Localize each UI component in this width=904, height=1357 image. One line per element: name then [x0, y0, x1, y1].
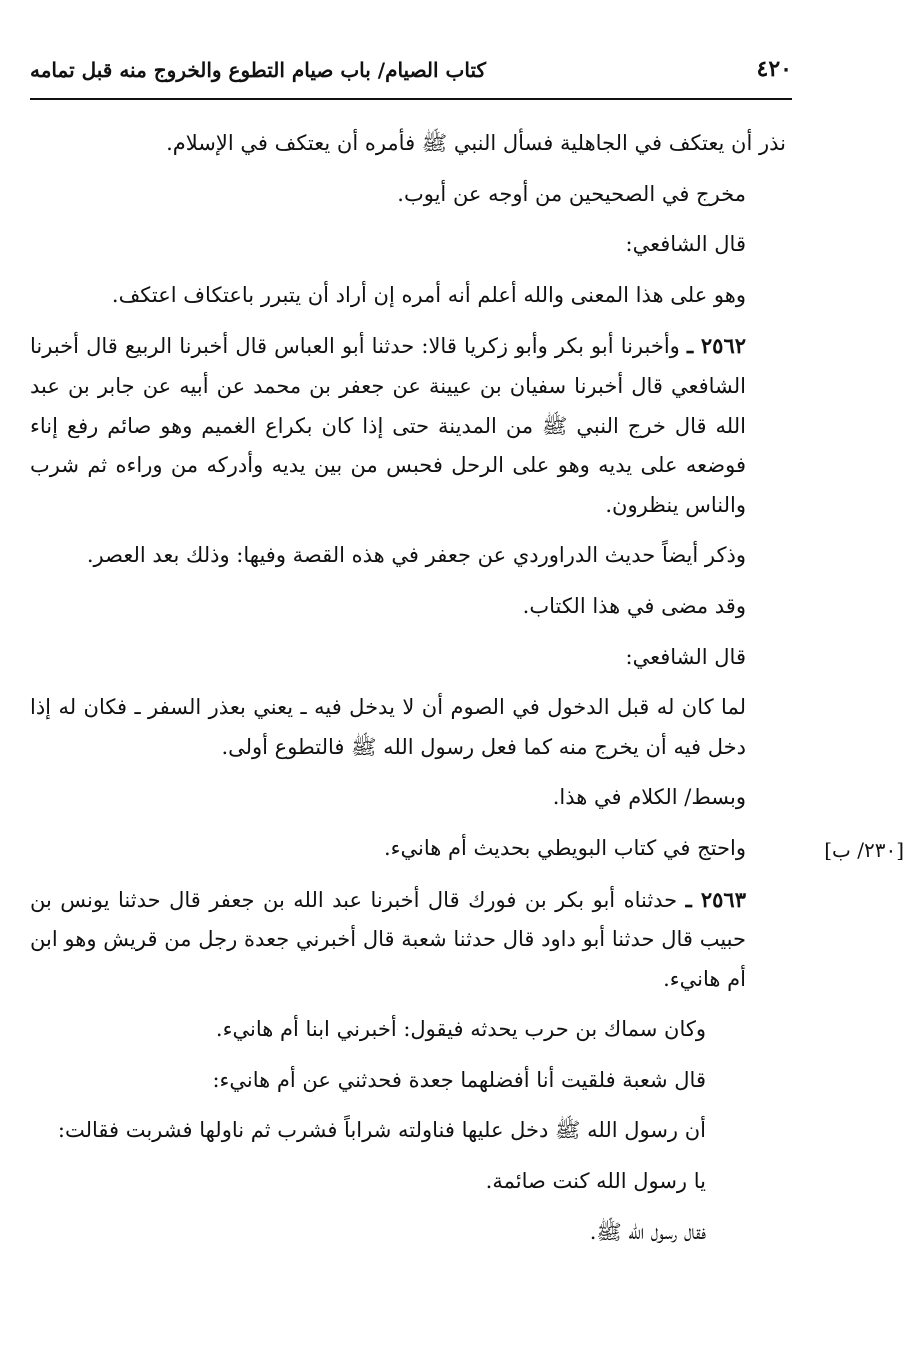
running-header — [30, 52, 792, 96]
paragraph: لما كان له قبل الدخول في الصوم أن لا يدخل فيه ـ يعني بعذر السفر ـ فكان له إذا دخل فيه أن يخرج منه كما فعل رسول الله ﷺ فالتطوع أولى. — [30, 695, 746, 759]
paragraph: فقال رسول الله ﷺ. — [589, 1219, 706, 1244]
paragraph: وذكر أيضاً حديث الدراوردي عن جعفر في هذه القصة وفيها: وذلك بعد العصر. — [86, 543, 746, 568]
paragraph: وبسط/ الكلام في هذا. — [552, 785, 746, 810]
hadith-number: ٢٥٦٢ ـ — [686, 333, 747, 359]
main-text — [30, 124, 786, 1263]
paragraph: أن رسول الله ﷺ دخل عليها فناولته شراباً فشرب ثم ناولها فشربت فقالت: — [57, 1118, 706, 1143]
hadith-paragraph — [30, 880, 786, 1000]
paragraph: مخرج في الصحيحين من أوجه عن أيوب. — [397, 181, 746, 206]
header-divider — [30, 98, 792, 100]
paragraph: قال الشافعي: — [625, 232, 746, 257]
paragraph: قال شعبة فلقيت أنا أفضلهما جعدة فحدثني عن أم هانيء: — [212, 1067, 706, 1092]
page-number: ٤٢٠ — [756, 56, 792, 82]
paragraph: وهو على هذا المعنى والله أعلم أنه أمره إن أراد أن يتبرر باعتكاف اعتكف. — [111, 282, 746, 307]
hadith-paragraph — [30, 326, 786, 525]
paragraph: وكان سماك بن حرب يحدثه فيقول: أخبرني ابنا أم هانيء. — [215, 1017, 706, 1042]
paragraph: واحتج في كتاب البويطي بحديث أم هانيء. — [383, 835, 746, 860]
hadith-text: حدثناه أبو بكر بن فورك قال أخبرنا عبد الله بن جعفر قال حدثنا يونس بن حبيب قال حدثنا أبو داود قال حدثنا شعبة قال أخبرني جعدة رجل من قريش وهو ابن أم هانيء. — [30, 887, 746, 991]
paragraph: نذر أن يعتكف في الجاهلية فسأل النبي ﷺ فأمره أن يعتكف في الإسلام. — [166, 131, 786, 155]
margin-manuscript-note: [٢٣٠/ ب] — [824, 838, 904, 862]
paragraph: يا رسول الله كنت صائمة. — [485, 1169, 706, 1194]
paragraph: قال الشافعي: — [625, 644, 746, 669]
paragraph: وقد مضى في هذا الكتاب. — [522, 593, 746, 618]
running-title: كتاب الصيام/ باب صيام التطوع والخروج منه قبل تمامه — [30, 58, 487, 82]
hadith-text: وأخبرنا أبو بكر وأبو زكريا قالا: حدثنا أبو العباس قال أخبرنا الربيع قال أخبرنا الشافعي قال أخبرنا سفيان بن عيينة عن جعفر بن محمد عن أبيه عن جابر بن عبد الله قال خرج النبي ﷺ من المدينة حتى إذا كان بكراع الغميم وهو صائم رفع إناء فوضعه على يديه وهو على الرحل فحبس من بين يديه وأدركه من وراءه ثم شرب والناس ينظرون. — [30, 334, 746, 517]
hadith-number: ٢٥٦٣ ـ — [685, 886, 746, 912]
